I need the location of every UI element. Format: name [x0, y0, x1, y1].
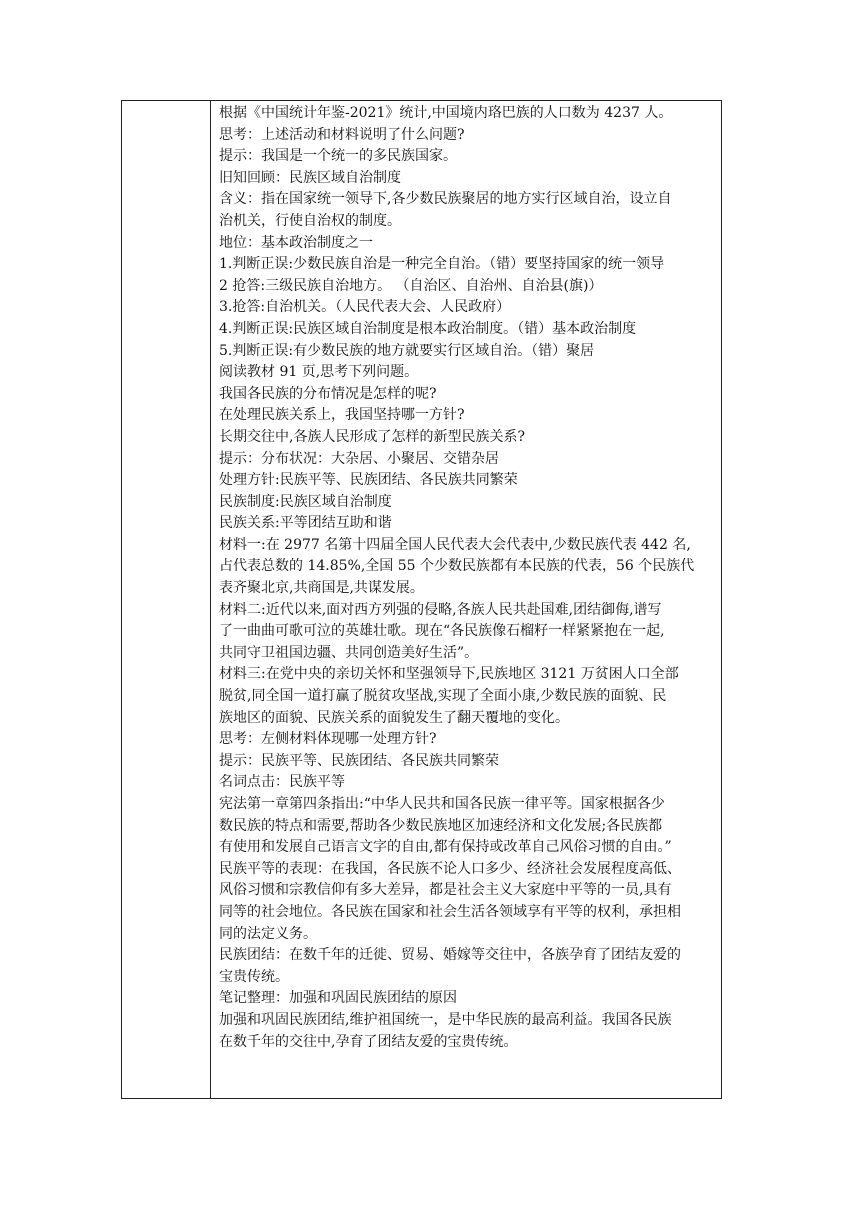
content-cell — [211, 101, 722, 1099]
text-line: 脱贫,同全国一道打赢了脱贫攻坚战,实现了全面小康,少数民族的面貌、民 — [219, 688, 667, 705]
text-line: 在处理民族关系上，我国坚持哪一方针? — [219, 407, 465, 424]
text-line: 思考：左侧材料体现哪一处理方针? — [219, 731, 437, 748]
text-line: 有使用和发展自己语言文字的自由,都有保持或改革自己风俗习惯的自由。” — [219, 839, 672, 856]
text-line: 提示：我国是一个统一的多民族国家。 — [219, 148, 457, 165]
text-line: 根据《中国统计年鉴-2021》统计,中国境内珞巴族的人口数为 4237 人。 — [219, 105, 673, 121]
text-line: 治机关，行使自治权的制度。 — [219, 212, 401, 229]
text-line: 名词点击：民族平等 — [219, 774, 345, 791]
text-line: 同等的社会地位。各民族在国家和社会生活各领域享有平等的权利，承担相 — [219, 903, 681, 920]
text-line: 民族平等的表现：在我国，各民族不论人口多少、经济社会发展程度高低、 — [219, 860, 681, 877]
text-line: 民族团结：在数千年的迁徙、贸易、婚嫁等交往中，各族孕育了团结友爱的 — [219, 947, 681, 964]
text-line: 宝贵传统。 — [219, 968, 289, 985]
text-line: 3.抢答:自治机关。（人民代表大会、人民政府） — [219, 299, 511, 316]
text-line: 数民族的特点和需要,帮助各少数民族地区加速经济和文化发展;各民族都 — [219, 817, 663, 834]
text-line: 共同守卫祖国边疆、共同创造美好生活”。 — [219, 644, 479, 661]
text-line: 了一曲曲可歌可泣的英雄壮歌。现在“各民族像石榴籽一样紧紧抱在一起, — [219, 623, 665, 640]
lesson-table — [121, 100, 722, 1099]
text-line: 思考：上述活动和材料说明了什么问题? — [219, 126, 465, 143]
text-line: 民族制度:民族区域自治制度 — [219, 493, 392, 510]
text-line: 5.判断正误:有少数民族的地方就要实行区域自治。（错）聚居 — [219, 342, 595, 359]
text-line: 风俗习惯和宗教信仰有多大差异，都是社会主义大家庭中平等的一员,具有 — [219, 882, 672, 899]
text-line: 地位：基本政治制度之一 — [219, 234, 373, 251]
text-line: 同的法定义务。 — [219, 925, 317, 942]
text-line: 加强和巩固民族团结,维护祖国统一，是中华民族的最高利益。我国各民族 — [219, 1011, 672, 1028]
text-line: 族地区的面貌、民族关系的面貌发生了翻天覆地的变化。 — [219, 709, 569, 726]
text-line: 1.判断正误:少数民族自治是一种完全自治。（错）要坚持国家的统一领导 — [219, 256, 665, 273]
text-line: 材料三:在党中央的亲切关怀和坚强领导下,民族地区 3121 万贫困人口全部 — [219, 666, 679, 683]
text-line: 含义：指在国家统一领导下,各少数民族聚居的地方实行区域自治，设立自 — [219, 191, 672, 208]
text-line: 2 抢答:三级民族自治地方。 （自治区、自治州、自治县(旗)） — [219, 277, 603, 294]
text-line: 我国各民族的分布情况是怎样的呢? — [219, 385, 437, 402]
text-line: 民族关系:平等团结互助和谐 — [219, 515, 392, 532]
text-line: 提示：民族平等、民族团结、各民族共同繁荣 — [219, 752, 499, 769]
text-line: 表齐聚北京,共商国是,共谋发展。 — [219, 580, 424, 597]
table-row — [122, 101, 722, 1099]
text-line: 4.判断正误:民族区域自治制度是根本政治制度。（错）基本政治制度 — [219, 320, 637, 337]
text-line: 在数千年的交往中,孕育了团结友爱的宝贵传统。 — [219, 1033, 518, 1050]
text-line: 笔记整理：加强和巩固民族团结的原因 — [219, 990, 457, 1007]
text-line: 宪法第一章第四条指出:“中华人民共和国各民族一律平等。国家根据各少 — [219, 796, 665, 812]
text-line: 材料二:近代以来,面对西方列强的侵略,各族人民共赴国难,团结御侮,谱写 — [219, 601, 662, 618]
text-line: 长期交往中,各族人民形成了怎样的新型民族关系? — [219, 428, 525, 445]
left-column-cell — [122, 101, 211, 1099]
text-line: 阅读教材 91 页,思考下列问题。 — [219, 364, 419, 381]
text-line: 处理方针:民族平等、民族团结、各民族共同繁荣 — [219, 472, 518, 489]
text-line: 材料一:在 2977 名第十四届全国人民代表大会代表中,少数民族代表 442 名, — [219, 536, 691, 553]
text-line: 占代表总数的 14.85%,全国 55 个少数民族都有本民族的代表，56 个民族代 — [219, 558, 695, 575]
text-line: 旧知回顾：民族区域自治制度 — [219, 169, 401, 186]
text-line: 提示：分布状况：大杂居、小聚居、交错杂居 — [219, 450, 499, 467]
